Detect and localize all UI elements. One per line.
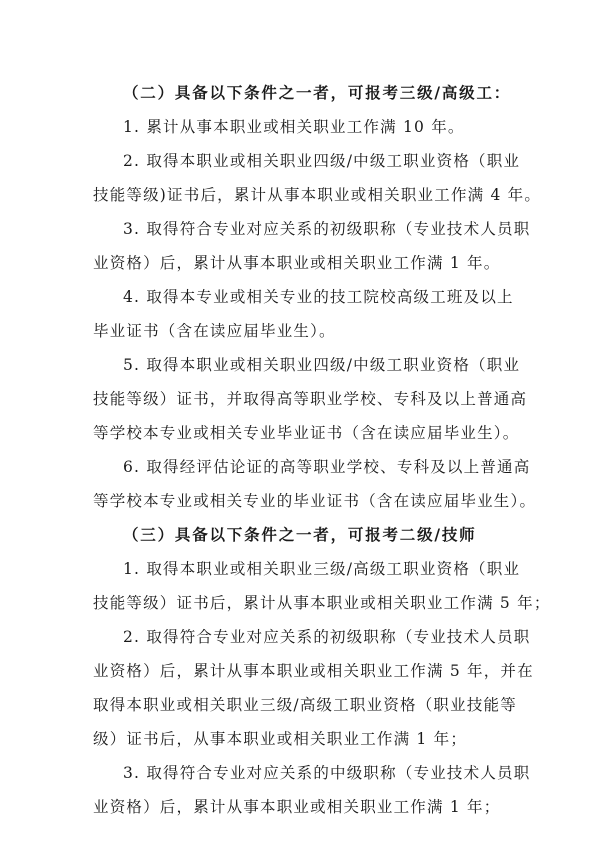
technician-item-1-line-1: 1. 取得本职业或相关职业三级/高级工职业资格（职业 (123, 560, 521, 578)
technician-item-1-line-2: 技能等级）证书后，累计从事本职业或相关职业工作满 5 年； (93, 594, 551, 612)
section-heading-level-2: （三）具备以下条件之一者，可报考二级/技师 (123, 525, 477, 544)
condition-item-5-line-1: 5. 取得本职业或相关职业四级/中级工职业资格（职业 (123, 356, 521, 374)
condition-item-5-line-3: 等学校本专业或相关专业毕业证书（含在读应届毕业生）。 (93, 424, 520, 442)
condition-item-6-line-2: 等学校本专业或相关专业的毕业证书（含在读应届毕业生）。 (93, 492, 537, 510)
section-heading-level-3: （二）具备以下条件之一者，可报考三级/高级工： (123, 83, 512, 102)
condition-item-6-line-1: 6. 取得经评估论证的高等职业学校、专科及以上普通高 (123, 458, 531, 476)
technician-item-2-line-4: 级）证书后，从事本职业或相关职业工作满 1 年； (93, 730, 468, 748)
condition-item-1-line-1: 1. 累计从事本职业或相关职业工作满 10 年。 (123, 118, 465, 136)
document-page (93, 76, 551, 824)
technician-item-2-line-1: 2. 取得符合专业对应关系的初级职称（专业技术人员职 (123, 628, 531, 646)
condition-item-3-line-2: 业资格）后，累计从事本职业或相关职业工作满 1 年。 (93, 254, 501, 272)
technician-item-2-line-3: 取得本职业或相关职业三级/高级工职业资格（职业技能等 (93, 696, 517, 714)
technician-item-3-line-1: 3. 取得符合专业对应关系的中级职称（专业技术人员职 (123, 764, 531, 782)
condition-item-5-line-2: 技能等级）证书，并取得高等职业学校、专科及以上普通高 (93, 390, 528, 408)
technician-item-3-line-2: 业资格）后，累计从事本职业或相关职业工作满 1 年； (93, 798, 501, 816)
condition-item-2-line-1: 2. 取得本职业或相关职业四级/中级工职业资格（职业 (123, 152, 521, 170)
condition-item-4-line-2: 毕业证书（含在读应届毕业生）。 (93, 322, 336, 340)
condition-item-2-line-2: 技能等级)证书后，累计从事本职业或相关职业工作满 4 年。 (93, 186, 542, 204)
technician-item-2-line-2: 业资格）后，累计从事本职业或相关职业工作满 5 年，并在 (93, 662, 534, 680)
condition-item-3-line-1: 3. 取得符合专业对应关系的初级职称（专业技术人员职 (123, 220, 531, 238)
condition-item-4-line-1: 4. 取得本专业或相关专业的技工院校高级工班及以上 (123, 288, 514, 306)
